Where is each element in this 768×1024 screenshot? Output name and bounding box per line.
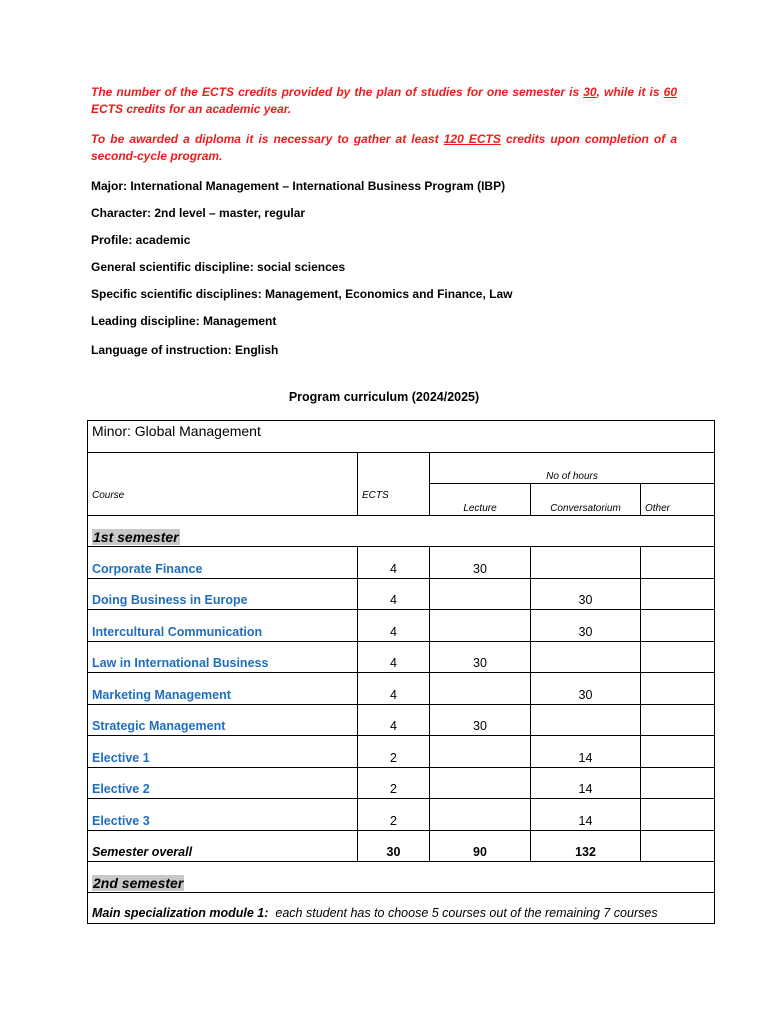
semester-2-label: 2nd semester <box>88 862 715 893</box>
course-ects: 4 <box>358 547 430 579</box>
course-conversatorium: 14 <box>531 768 641 799</box>
course-lecture <box>430 736 531 768</box>
course-name: Strategic Management <box>88 705 358 736</box>
course-ects: 4 <box>358 610 430 642</box>
course-other <box>641 547 715 579</box>
course-lecture <box>430 579 531 610</box>
course-conversatorium: 30 <box>531 579 641 610</box>
course-lecture <box>430 799 531 831</box>
course-name: Doing Business in Europe <box>88 579 358 610</box>
diploma-notice: To be awarded a diploma it is necessary to gather at least 120 ECTS credits upon completion of a second-cycle program. <box>91 132 678 163</box>
course-other <box>641 768 715 799</box>
curriculum-table <box>87 420 715 924</box>
course-other <box>641 799 715 831</box>
course-lecture <box>430 768 531 799</box>
course-ects: 4 <box>358 642 430 673</box>
course-lecture: 30 <box>430 547 531 579</box>
semester-overall-row <box>88 831 715 862</box>
table-row <box>88 642 715 673</box>
course-name: Intercultural Communication <box>88 610 358 642</box>
info-language: Language of instruction: English <box>91 343 279 357</box>
ects-semester-notice: The number of the ECTS credits provided by the plan of studies for one semester is 30, while it is 60 ECTS credits for an academic year. <box>91 85 678 116</box>
info-major: Major: International Management – International Business Program (IBP) <box>91 179 506 193</box>
course-ects: 4 <box>358 705 430 736</box>
minor-title: Minor: Global Management <box>88 421 715 453</box>
course-conversatorium: 30 <box>531 610 641 642</box>
course-conversatorium: 30 <box>531 673 641 705</box>
course-ects: 4 <box>358 673 430 705</box>
table-row <box>88 610 715 642</box>
info-specific-disciplines: Specific scientific disciplines: Management, Economics and Finance, Law <box>91 287 513 301</box>
overall-lecture: 90 <box>430 831 531 862</box>
header-ects: ECTS <box>358 453 430 516</box>
course-other <box>641 705 715 736</box>
course-name: Corporate Finance <box>88 547 358 579</box>
curriculum-title: Program curriculum (2024/2025) <box>288 390 480 404</box>
course-other <box>641 579 715 610</box>
overall-other <box>641 831 715 862</box>
course-name: Elective 2 <box>88 768 358 799</box>
overall-conversatorium: 132 <box>531 831 641 862</box>
specialization-module-note <box>88 893 715 924</box>
course-conversatorium <box>531 705 641 736</box>
course-name: Marketing Management <box>88 673 358 705</box>
course-conversatorium <box>531 547 641 579</box>
course-name: Elective 1 <box>88 736 358 768</box>
info-character: Character: 2nd level – master, regular <box>91 206 306 220</box>
semester-1-label: 1st semester <box>88 516 715 547</box>
course-ects: 2 <box>358 736 430 768</box>
overall-ects: 30 <box>358 831 430 862</box>
course-other <box>641 642 715 673</box>
table-row <box>88 579 715 610</box>
course-lecture <box>430 610 531 642</box>
course-conversatorium: 14 <box>531 799 641 831</box>
info-leading-discipline: Leading discipline: Management <box>91 314 277 328</box>
table-row <box>88 799 715 831</box>
course-other <box>641 673 715 705</box>
course-name: Law in International Business <box>88 642 358 673</box>
table-row <box>88 736 715 768</box>
course-ects: 2 <box>358 768 430 799</box>
info-general-discipline: General scientific discipline: social sciences <box>91 260 346 274</box>
table-row <box>88 705 715 736</box>
header-no-of-hours: No of hours <box>430 453 715 484</box>
table-row <box>88 547 715 579</box>
course-conversatorium <box>531 642 641 673</box>
semester-overall-label: Semester overall <box>88 831 358 862</box>
course-name: Elective 3 <box>88 799 358 831</box>
header-course: Course <box>88 453 358 516</box>
table-row <box>88 673 715 705</box>
course-other <box>641 736 715 768</box>
module-text: each student has to choose 5 courses out of the remaining 7 courses <box>275 906 658 920</box>
course-ects: 4 <box>358 579 430 610</box>
table-row <box>88 768 715 799</box>
course-conversatorium: 14 <box>531 736 641 768</box>
course-lecture <box>430 673 531 705</box>
info-profile: Profile: academic <box>91 233 191 247</box>
header-other: Other <box>641 484 715 516</box>
header-lecture: Lecture <box>430 484 531 516</box>
course-lecture: 30 <box>430 642 531 673</box>
course-ects: 2 <box>358 799 430 831</box>
course-lecture: 30 <box>430 705 531 736</box>
course-other <box>641 610 715 642</box>
module-label: Main specialization module 1: <box>92 906 269 920</box>
header-conversatorium: Conversatorium <box>531 484 641 516</box>
